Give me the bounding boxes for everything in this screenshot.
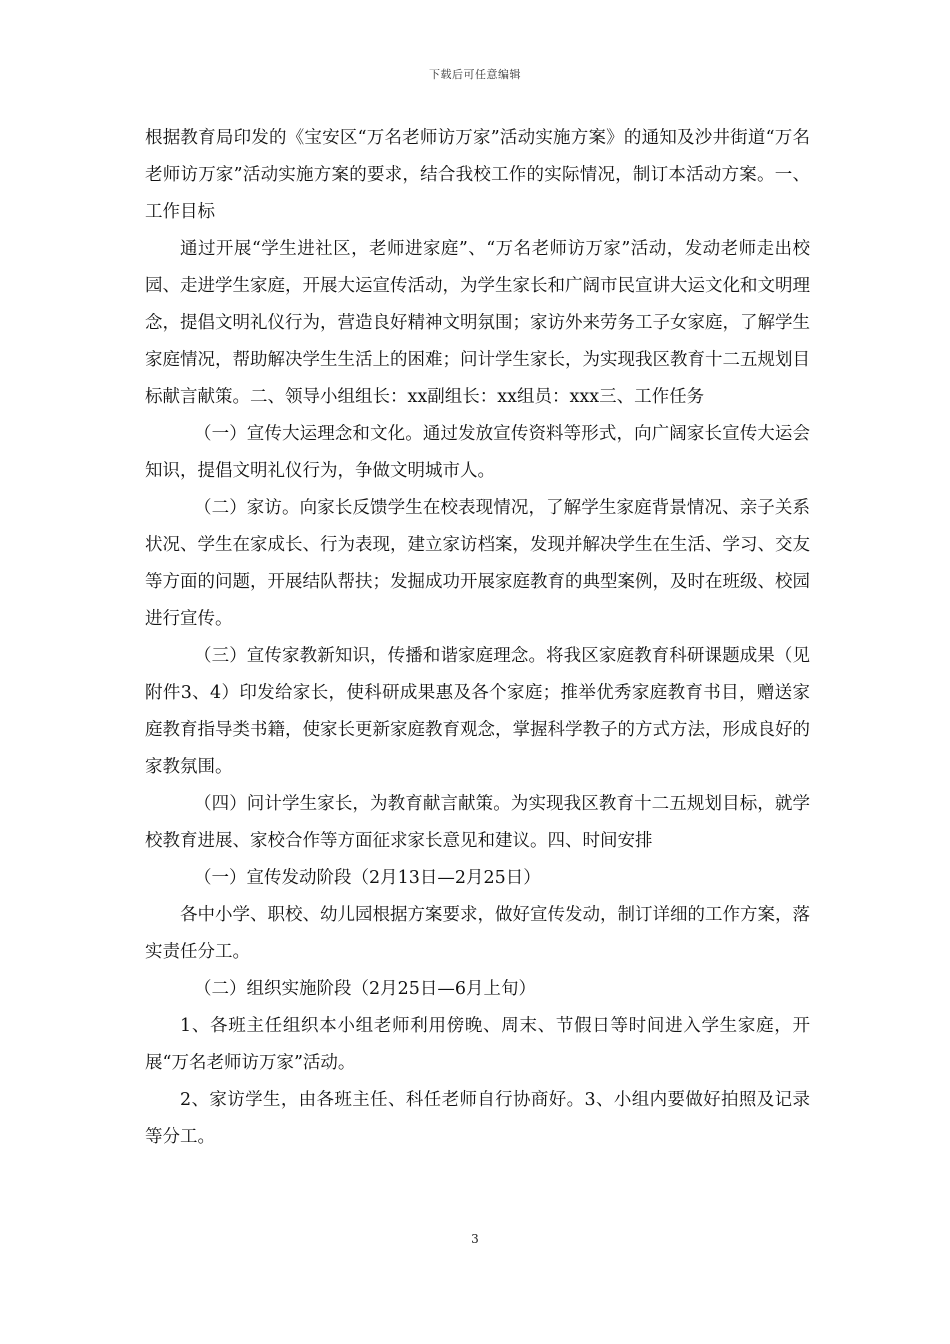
paragraph: 2、家访学生，由各班主任、科任老师自行协商好。3、小组内要做好拍照及记录等分工。: [145, 1090, 810, 1147]
page-number: 3: [471, 1232, 479, 1246]
paragraph: 各中小学、职校、幼儿园根据方案要求，做好宣传发动，制订详细的工作方案，落实责任分工。: [145, 905, 810, 962]
paragraph: 通过开展“学生进社区，老师进家庭”、“万名老师访万家”活动，发动老师走出校园、走进学生家庭，开展大运宣传活动，为学生家长和广阔市民宣讲大运文化和文明理念，提倡文明礼仪行为，营造良好精神文明氛围；家访外来劳务工子女家庭，了解学生家庭情况，帮助解决学生生活上的困难；问计学生家长，为实现我区教育十二五规划目标献言献策。二、领导小组组长：xx副组长：xx组员：xxx三、工作任务: [145, 239, 810, 407]
header-note: 下载后可任意编辑: [429, 68, 521, 81]
paragraph: （一）宣传大运理念和文化。通过发放宣传资料等形式，向广阔家长宣传大运会知识，提倡文明礼仪行为，争做文明城市人。: [145, 424, 810, 481]
paragraph: （一）宣传发动阶段（2月13日—2月25日）: [194, 868, 541, 888]
paragraph: （四）问计学生家长，为教育献言献策。为实现我区教育十二五规划目标，就学校教育进展、家校合作等方面征求家长意见和建议。四、时间安排: [145, 794, 810, 851]
paragraph: 1、各班主任组织本小组老师利用傍晚、周末、节假日等时间进入学生家庭，开展“万名老师访万家”活动。: [145, 1016, 810, 1073]
paragraph: 根据教育局印发的《宝安区“万名老师访万家”活动实施方案》的通知及沙井街道“万名老师访万家”活动实施方案的要求，结合我校工作的实际情况，制订本活动方案。一、工作目标: [145, 128, 810, 222]
paragraph: （三）宣传家教新知识，传播和谐家庭理念。将我区家庭教育科研课题成果（见附件3、4）印发给家长，使科研成果惠及各个家庭；推举优秀家庭教育书目，赠送家庭教育指导类书籍，使家长更新家庭教育观念，掌握科学教子的方式方法，形成良好的家教氛围。: [145, 646, 810, 777]
paragraph: （二）家访。向家长反馈学生在校表现情况，了解学生家庭背景情况、亲子关系状况、学生在家成长、行为表现，建立家访档案，发现并解决学生在生活、学习、交友等方面的问题，开展结队帮扶；发掘成功开展家庭教育的典型案例，及时在班级、校园进行宣传。: [145, 498, 810, 629]
paragraph: （二）组织实施阶段（2月25日—6月上旬）: [194, 979, 537, 999]
document-body: [145, 120, 810, 1156]
